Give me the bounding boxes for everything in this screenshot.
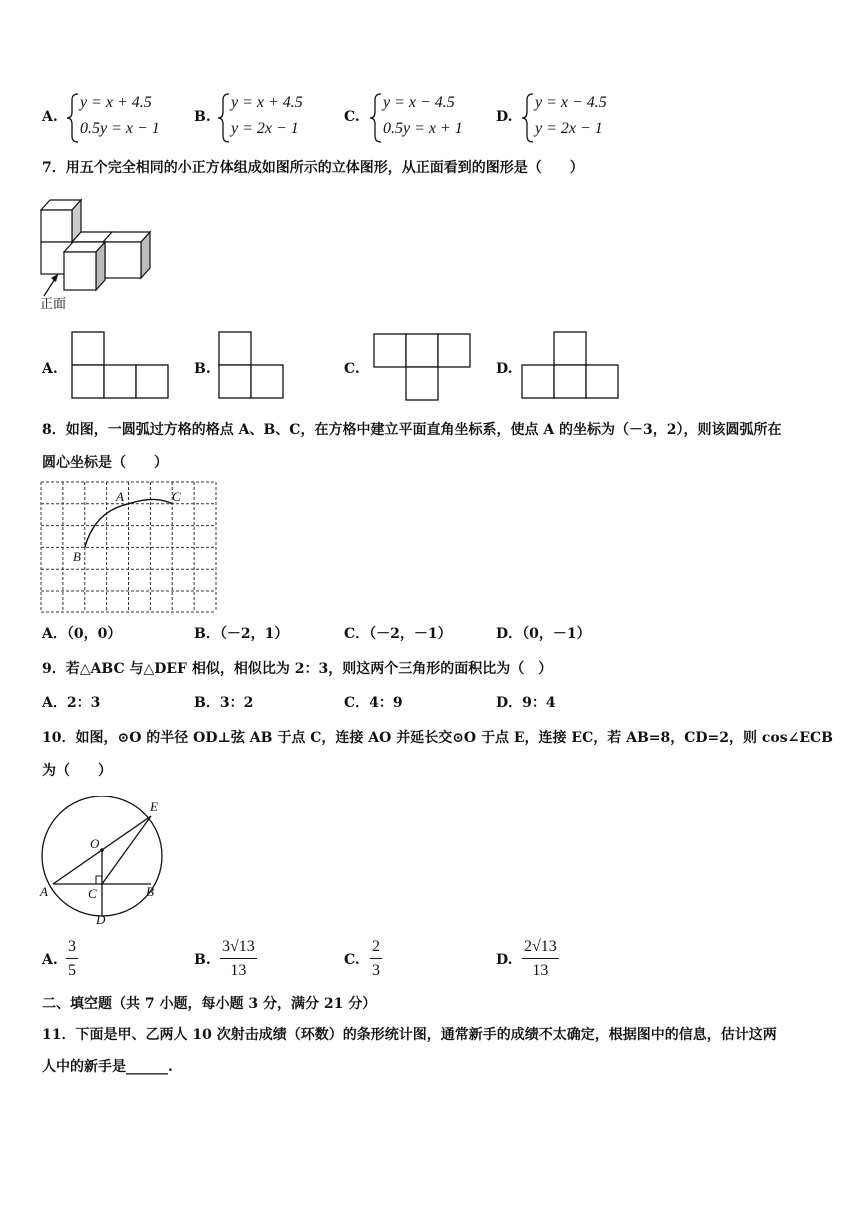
q10-circle-figure	[38, 796, 166, 928]
point-b-label: B	[73, 549, 81, 564]
brace-icon	[521, 92, 535, 144]
q9-option-a: A．2：3	[42, 695, 101, 711]
q10-question-line2: 为（ ）	[42, 763, 112, 779]
q8-question-line1: 8．如图，一圆弧过方格的格点 A、B、C，在方格中建立平面直角坐标系，使点 A 的坐标为（－3，2），则该圆弧所在	[42, 422, 782, 438]
point-a-label: A	[40, 884, 48, 899]
q8-question-line2: 圆心坐标是（ ）	[42, 455, 168, 471]
q10-option-d-fraction	[522, 938, 559, 980]
q9-option-d: D．9：4	[496, 695, 556, 711]
q8-option-d: D．（0，－1）	[496, 626, 591, 642]
fraction-numerator: 2√13	[522, 938, 559, 959]
q11-question-line1: 11．下面是甲、乙两人 10 次射击成绩（环数）的条形统计图，通常新手的成绩不太确定，根据图中的信息，估计这两	[42, 1027, 777, 1043]
point-e-label: E	[150, 799, 158, 814]
q10-option-c-label: C.	[344, 952, 360, 968]
q10-option-c-fraction	[370, 938, 382, 980]
q7-option-c-label: C.	[344, 361, 360, 377]
fraction-denominator: 13	[230, 962, 247, 979]
fraction-denominator: 3	[372, 962, 380, 979]
fraction-numerator: 2	[370, 938, 382, 959]
q9-option-b: B．3：2	[194, 695, 254, 711]
q9-option-c: C．4：9	[344, 695, 403, 711]
q10-option-a-fraction	[66, 938, 78, 980]
fraction-numerator: 3√13	[220, 938, 257, 959]
point-o-label: O	[90, 836, 100, 851]
section-heading: 二、填空题（共 7 小题，每小题 3 分，满分 21 分）	[42, 996, 377, 1012]
q6-c-eq2: 0.5y = x + 1	[383, 120, 463, 137]
brace-icon	[217, 92, 231, 144]
q6-option-c-label: C.	[344, 109, 360, 125]
q11-question-line2: 人中的新手是______.	[42, 1059, 173, 1075]
q7-option-b-figure	[218, 330, 286, 400]
q6-option-a-label: A.	[42, 109, 58, 125]
q10-option-b-label: B.	[194, 952, 211, 968]
q6-c-eq1: y = x − 4.5	[383, 94, 455, 111]
q8-option-c: C．（－2，－1）	[344, 626, 452, 642]
q10-question-line1: 10．如图，⊙O 的半径 OD⊥弦 AB 于点 C，连接 AO 并延长交⊙O 于点 E，连接 EC，若 AB=8，CD=2，则 cos∠ECB	[42, 730, 834, 746]
q8-grid-figure	[40, 481, 218, 615]
point-c-label: C	[172, 489, 181, 504]
brace-icon	[66, 92, 80, 144]
q8-option-b: B．（－2，1）	[194, 626, 289, 642]
q6-a-eq1: y = x + 4.5	[80, 94, 152, 111]
q10-option-a-label: A.	[42, 952, 58, 968]
q7-option-d-figure	[521, 330, 621, 400]
point-c-label: C	[88, 886, 97, 901]
q8-option-a: A．（0，0）	[42, 626, 122, 642]
q6-a-eq2: 0.5y = x − 1	[80, 120, 160, 137]
q6-b-eq1: y = x + 4.5	[231, 94, 303, 111]
q6-d-eq1: y = x − 4.5	[535, 94, 607, 111]
q7-option-c-figure	[373, 332, 473, 402]
q6-b-eq2: y = 2x − 1	[231, 120, 299, 137]
point-b-label: B	[146, 884, 154, 899]
q6-d-eq2: y = 2x − 1	[535, 120, 603, 137]
fraction-numerator: 3	[66, 938, 78, 959]
q10-option-b-fraction	[220, 938, 257, 980]
fraction-denominator: 5	[68, 962, 76, 979]
q6-option-d-label: D.	[496, 109, 513, 125]
q7-option-b-label: B.	[194, 361, 211, 377]
point-a-label: A	[116, 489, 124, 504]
point-d-label: D	[96, 912, 106, 927]
q7-option-d-label: D.	[496, 361, 513, 377]
q7-option-a-label: A.	[42, 361, 58, 377]
q7-question: 7．用五个完全相同的小正方体组成如图所示的立体图形，从正面看到的图形是（ ）	[42, 160, 584, 176]
q7-cube-figure	[40, 194, 158, 312]
q7-option-a-figure	[71, 330, 171, 400]
q9-question: 9．若△ABC 与△DEF 相似，相似比为 2：3，则这两个三角形的面积比为（ ）	[42, 661, 553, 677]
brace-icon	[369, 92, 383, 144]
fraction-denominator: 13	[532, 962, 549, 979]
q10-option-d-label: D.	[496, 952, 513, 968]
front-label: 正面	[40, 297, 67, 312]
q6-option-b-label: B.	[194, 109, 211, 125]
